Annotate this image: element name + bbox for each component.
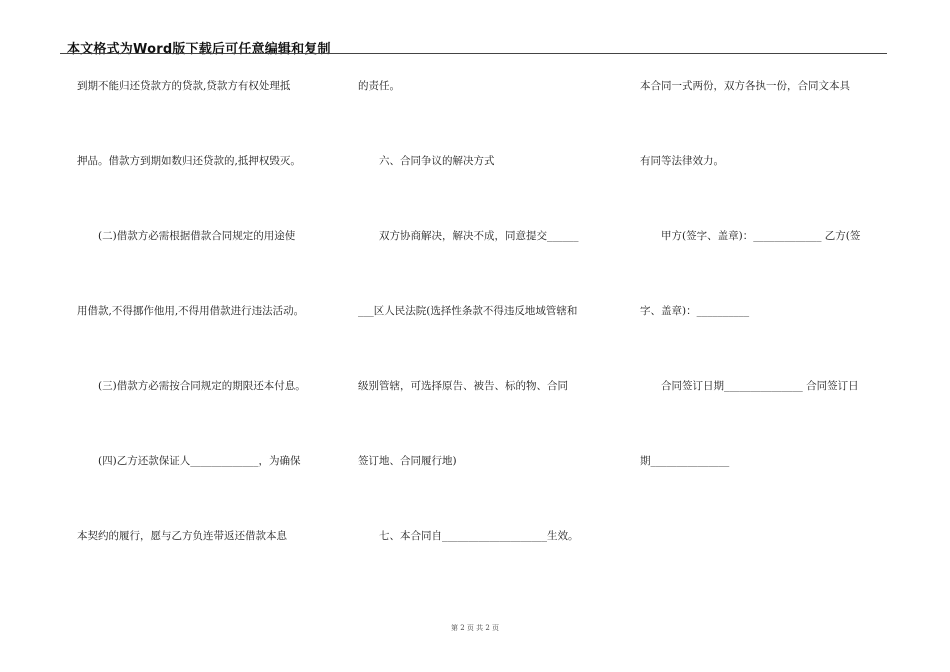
paragraph-line: 七、本合同自____________________生效。 — [358, 530, 579, 542]
paragraph-line: (三)借款方必需按合同规定的期限还本付息。 — [77, 380, 306, 392]
paragraph-line: 甲方(签字、盖章)：_____________ 乙方(签 — [640, 230, 861, 242]
paragraph-line: 本合同一式两份，双方各执一份，合同文本具 — [640, 80, 850, 92]
paragraph-line: 字、盖章)：__________ — [640, 305, 750, 317]
paragraph-line: 本契约的履行，愿与乙方负连带返还借款本息 — [77, 530, 287, 542]
paragraph-line: 期_______________ — [640, 455, 730, 467]
header-divider — [60, 53, 887, 54]
document-header: 本文格式为Word版下载后可任意编辑和复制 — [67, 42, 331, 57]
page-number: 第 2 页 共 2 页 — [450, 624, 500, 632]
paragraph-line: 签订地、合同履行地) — [358, 455, 457, 467]
paragraph-line: 用借款,不得挪作他用,不得用借款进行违法活动。 — [77, 305, 305, 317]
paragraph-line: 级别管辖，可选择原告、被告、标的物、合同 — [358, 380, 568, 392]
paragraph-line: ___区人民法院(选择性条款不得违反地域管辖和 — [358, 305, 578, 317]
paragraph-line: 六、合同争议的解决方式 — [358, 155, 495, 167]
paragraph-line: (四)乙方还款保证人_____________，为确保 — [77, 455, 301, 467]
paragraph-line: (二)借款方必需根据借款合同规定的用途使 — [77, 230, 296, 242]
paragraph-line: 押品。借款方到期如数归还贷款的,抵押权毁灭。 — [77, 155, 301, 167]
paragraph-line: 的责任。 — [358, 80, 400, 92]
paragraph-line: 双方协商解决，解决不成，同意提交______ — [358, 230, 579, 242]
paragraph-line: 合同签订日期_______________ 合同签订日 — [640, 380, 859, 392]
paragraph-line: 到期不能归还贷款方的贷款,贷款方有权处理抵 — [77, 80, 291, 92]
paragraph-line: 有同等法律效力。 — [640, 155, 724, 167]
